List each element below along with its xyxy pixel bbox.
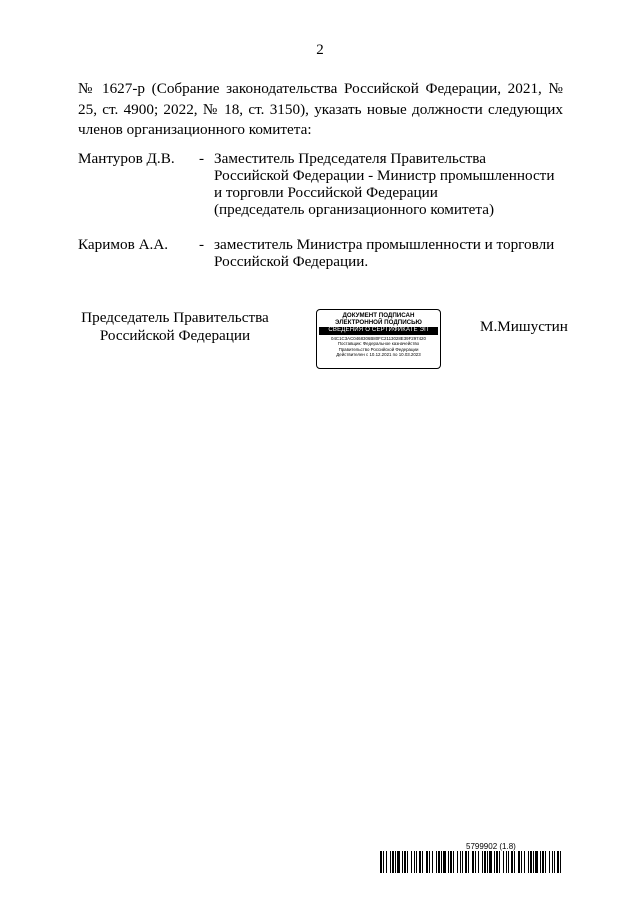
electronic-signature-stamp bbox=[316, 309, 441, 369]
signer-title bbox=[70, 309, 280, 344]
member-position-line: (председатель организационного комитета) bbox=[214, 201, 495, 218]
stamp-banner: СВЕДЕНИЯ О СЕРТИФИКАТЕ ЭП bbox=[319, 327, 438, 335]
member-position bbox=[214, 236, 574, 270]
stamp-issuer: Поставщик: Федеральное казначейство bbox=[337, 341, 420, 347]
stamp-line-2: ЭЛЕКТРОННОЙ ПОДПИСЬЮ bbox=[335, 319, 422, 326]
page-number: 2 bbox=[316, 42, 324, 58]
stamp-validity: Действителен с 10.12.2021 по 10.03.2023 bbox=[336, 352, 421, 358]
signer-title-line: Российской Федерации bbox=[99, 326, 251, 344]
member-dash: - bbox=[199, 236, 205, 253]
member-position-line: Российской Федерации. bbox=[214, 253, 369, 270]
document-code: 5799902 (1.8) bbox=[466, 842, 516, 851]
signer-title-line: Председатель Правительства bbox=[81, 309, 269, 326]
member-name: Мантуров Д.В. bbox=[78, 150, 175, 167]
member-position-line: Заместитель Председателя Правительства bbox=[214, 150, 486, 167]
member-position-line: Российской Федерации - Министр промышленности bbox=[214, 167, 555, 184]
member-name: Каримов А.А. bbox=[78, 236, 169, 253]
barcode bbox=[380, 851, 563, 873]
stamp-line-1: ДОКУМЕНТ ПОДПИСАН bbox=[342, 312, 415, 319]
member-position-line: заместитель Министра промышленности и торговли bbox=[214, 236, 555, 253]
member-position-line: и торговли Российской Федерации bbox=[214, 184, 438, 201]
intro-paragraph: № 1627-р (Собрание законодательства Российской Федерации, 2021, № 25, ст. 4900; 2022, № 18, ст. 3150), указать новые должности следующих членов организационного комитета: bbox=[78, 80, 563, 138]
member-position bbox=[214, 150, 574, 218]
signer-name: М.Мишустин bbox=[480, 318, 568, 335]
stamp-certificate-id: 04C1C3AC0468306B80FC2113028E39F297420 bbox=[331, 335, 426, 341]
member-dash: - bbox=[199, 150, 205, 167]
stamp-owner: Правительство Российской Федерации bbox=[338, 346, 419, 352]
